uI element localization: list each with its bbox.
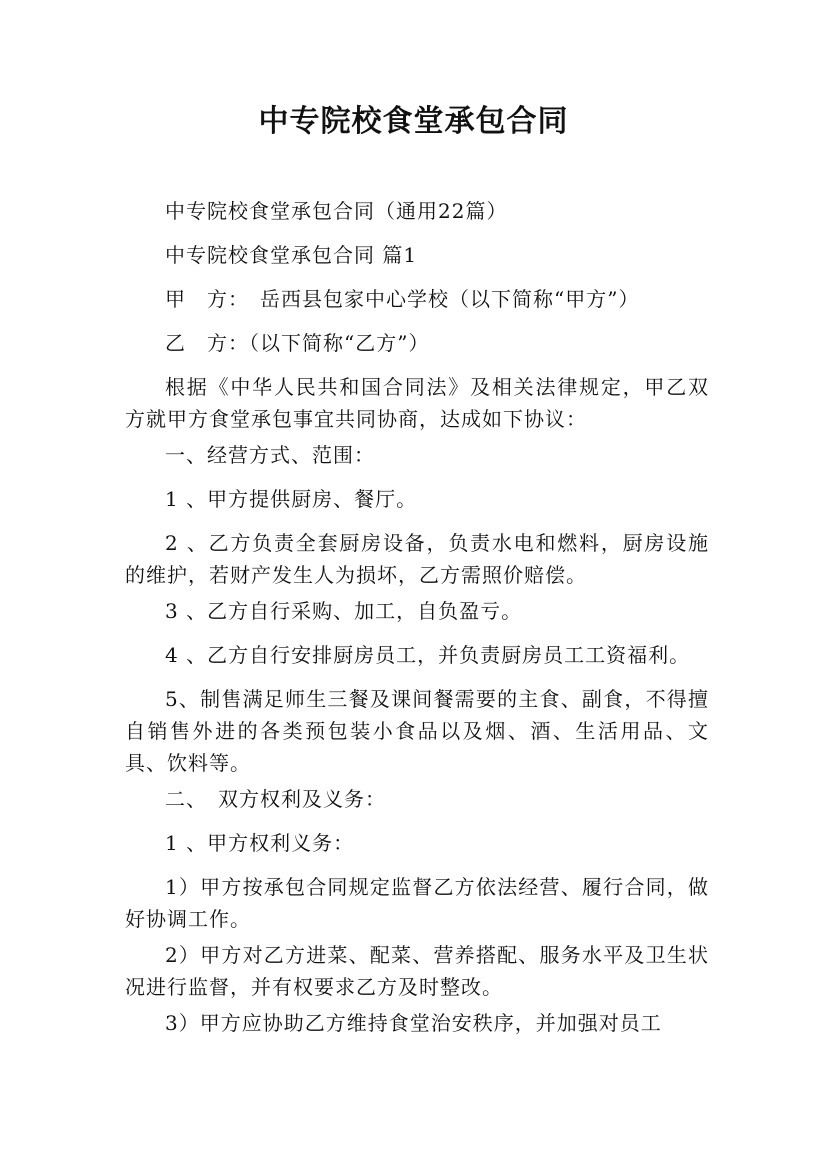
paragraph-2: 中专院校食堂承包合同 篇1 (165, 243, 418, 267)
paragraph-13: 1 、甲方权利义务： (165, 831, 355, 855)
document-body (125, 195, 709, 1051)
paragraph-8: 2 、乙方负责全套厨房设备，负责水电和燃料，厨房设施的维护，若财产发生人为损坏，乙方需照价赔偿。 (125, 531, 709, 587)
paragraph-7: 1 、甲方提供厨房、餐厅。 (165, 487, 418, 511)
paragraph-11: 5、制售满足师生三餐及课间餐需要的主食、副食，不得擅自销售外进的各类预包装小食品以及烟、酒、生活用品、文具、饮料等。 (125, 687, 709, 775)
document-title: 中专院校食堂承包合同 (258, 104, 569, 139)
paragraph-14: 1）甲方按承包合同规定监督乙方依法经营、履行合同，做好协调工作。 (125, 875, 709, 931)
paragraph-9: 3 、乙方自行采购、加工，自负盈亏。 (165, 599, 523, 623)
paragraph-10: 4 、乙方自行安排厨房员工，并负责厨房员工工资福利。 (165, 643, 691, 667)
paragraph-16: 3）甲方应协助乙方维持食堂治安秩序，并加强对员工 (165, 1011, 662, 1035)
paragraph-6: 一、经营方式、范围： (165, 443, 375, 467)
paragraph-5: 根据《中华人民共和国合同法》及相关法律规定，甲乙双方就甲方食堂承包事宜共同协商，达成如下协议： (125, 375, 709, 431)
paragraph-1: 中专院校食堂承包合同（通用22篇） (165, 199, 508, 223)
paragraph-15: 2）甲方对乙方进菜、配菜、营养搭配、服务水平及卫生状况进行监督，并有权要求乙方及时整改。 (125, 943, 709, 999)
paragraph-3: 甲 方： 岳西县包家中心学校（以下简称“甲方”） (165, 287, 640, 311)
paragraph-12: 二、 双方权利及义务： (165, 787, 386, 811)
paragraph-4: 乙 方：（以下简称“乙方”） (165, 331, 430, 355)
